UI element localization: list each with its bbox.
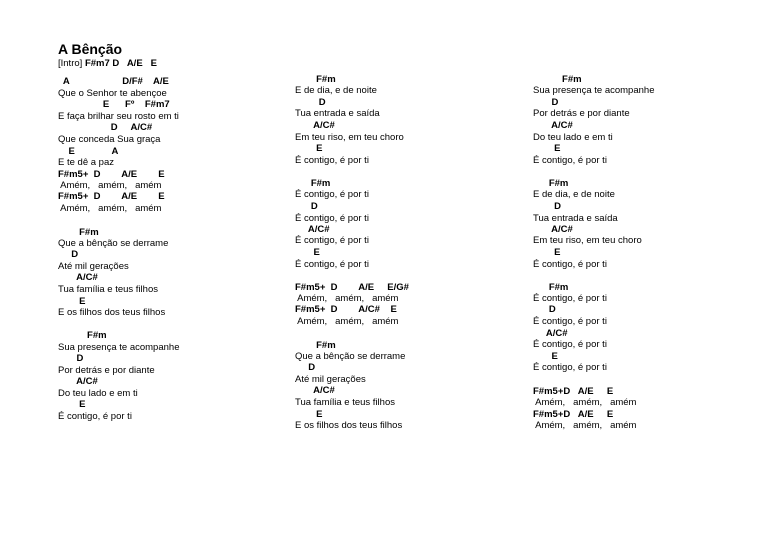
lyric-line: Que conceda Sua graça: [58, 134, 161, 145]
chord-line: A/C#: [295, 120, 335, 131]
lyric-line: E te dê a paz: [58, 157, 114, 168]
lyric-line: E de dia, e de noite: [295, 85, 377, 96]
lyric-line: Tua família e teus filhos: [58, 284, 158, 295]
lyric-line: Em teu riso, em teu choro: [533, 235, 642, 246]
lyric-line: Do teu lado e em ti: [58, 388, 138, 399]
chord-line: D: [58, 353, 84, 364]
lyric-line: É contigo, é por ti: [295, 259, 369, 270]
lyric-line: E os filhos dos teus filhos: [58, 307, 166, 318]
lyric-line: Que o Senhor te abençoe: [58, 88, 167, 99]
chord-line: F#m5+ D A/E E: [58, 191, 165, 202]
chord-line: F#m5+D A/E E: [533, 409, 614, 420]
lyric-line: Sua presença te acompanhe: [58, 342, 180, 353]
chord-line: A/C#: [295, 385, 335, 396]
lyric-line: Em teu riso, em teu choro: [295, 132, 404, 143]
chord-line: E: [295, 409, 323, 420]
chord-line: A/C#: [533, 120, 573, 131]
chord-line: E: [533, 247, 561, 258]
chord-line: D: [533, 97, 559, 108]
chord-line: A/C#: [58, 272, 98, 283]
lyric-line: Por detrás e por diante: [58, 365, 155, 376]
song-title: A Bênção: [58, 41, 123, 57]
chord-line: F#m: [533, 178, 569, 189]
chord-line: D: [58, 249, 79, 260]
lyric-line: É contigo, é por ti: [533, 362, 607, 373]
intro-label: [Intro]: [58, 58, 83, 69]
intro-chords: F#m7 D A/E E: [84, 58, 157, 69]
lyric-line: É contigo, é por ti: [295, 213, 369, 224]
chord-line: A D/F# A/E: [58, 76, 169, 87]
lyric-line: Amém, amém, amém: [533, 397, 637, 408]
chord-line: F#m: [295, 178, 331, 189]
chord-line: E A: [58, 146, 119, 157]
lyric-line: Tua entrada e saída: [533, 213, 618, 224]
chord-line: D: [533, 304, 556, 315]
chord-line: E: [533, 351, 558, 362]
lyric-line: É contigo, é por ti: [533, 339, 607, 350]
chord-line: F#m5+ D A/E E/G#: [295, 282, 409, 293]
lyric-line: É contigo, é por ti: [533, 316, 607, 327]
chord-line: F#m: [533, 282, 569, 293]
chord-line: E: [58, 399, 86, 410]
lyric-line: É contigo, é por ti: [295, 155, 369, 166]
chord-line: A/C#: [58, 376, 98, 387]
lyric-line: Sua presença te acompanhe: [533, 85, 655, 96]
lyric-line: Tua família e teus filhos: [295, 397, 395, 408]
lyric-line: Amém, amém, amém: [58, 180, 162, 191]
chord-line: F#m: [58, 330, 107, 341]
lyric-line: É contigo, é por ti: [533, 259, 607, 270]
chord-line: D: [295, 97, 326, 108]
chord-line: F#m5+D A/E E: [533, 386, 614, 397]
intro-line: [58, 58, 157, 69]
lyric-line: É contigo, é por ti: [295, 189, 369, 200]
lyric-line: Até mil gerações: [295, 374, 366, 385]
chord-line: F#m: [533, 74, 582, 85]
lyric-line: Amém, amém, amém: [58, 203, 162, 214]
lyric-line: Até mil gerações: [58, 261, 129, 272]
chord-line: D A/C#: [58, 122, 153, 133]
lyric-line: Por detrás e por diante: [533, 108, 630, 119]
chord-line: D: [295, 201, 318, 212]
chord-line: E Fº F#m7: [58, 99, 170, 110]
lyric-line: É contigo, é por ti: [295, 235, 369, 246]
chord-line: A/C#: [533, 224, 573, 235]
chord-line: A/C#: [533, 328, 568, 339]
chord-line: E: [295, 143, 323, 154]
lyric-line: É contigo, é por ti: [533, 293, 607, 304]
lyric-line: E de dia, e de noite: [533, 189, 615, 200]
lyric-line: Que a bênção se derrame: [58, 238, 169, 249]
lyric-line: Amém, amém, amém: [295, 293, 399, 304]
lyric-line: É contigo, é por ti: [533, 155, 607, 166]
lyric-line: Que a bênção se derrame: [295, 351, 406, 362]
lyric-line: É contigo, é por ti: [58, 411, 132, 422]
chord-line: F#m: [295, 340, 336, 351]
chord-line: F#m: [295, 74, 336, 85]
chord-line: F#m: [58, 227, 99, 238]
chord-line: E: [533, 143, 561, 154]
lyric-line: E os filhos dos teus filhos: [295, 420, 403, 431]
chord-line: E: [58, 296, 86, 307]
lyric-line: E faça brilhar seu rosto em ti: [58, 111, 179, 122]
chord-line: F#m5+ D A/C# E: [295, 304, 397, 315]
lyric-line: Amém, amém, amém: [533, 420, 637, 431]
lyric-line: Amém, amém, amém: [295, 316, 399, 327]
chord-line: E: [295, 247, 320, 258]
lyric-line: Tua entrada e saída: [295, 108, 380, 119]
chord-line: D: [295, 362, 316, 373]
lyric-line: Do teu lado e em ti: [533, 132, 613, 143]
chord-line: F#m5+ D A/E E: [58, 169, 165, 180]
chord-line: A/C#: [295, 224, 330, 235]
chord-line: D: [533, 201, 561, 212]
